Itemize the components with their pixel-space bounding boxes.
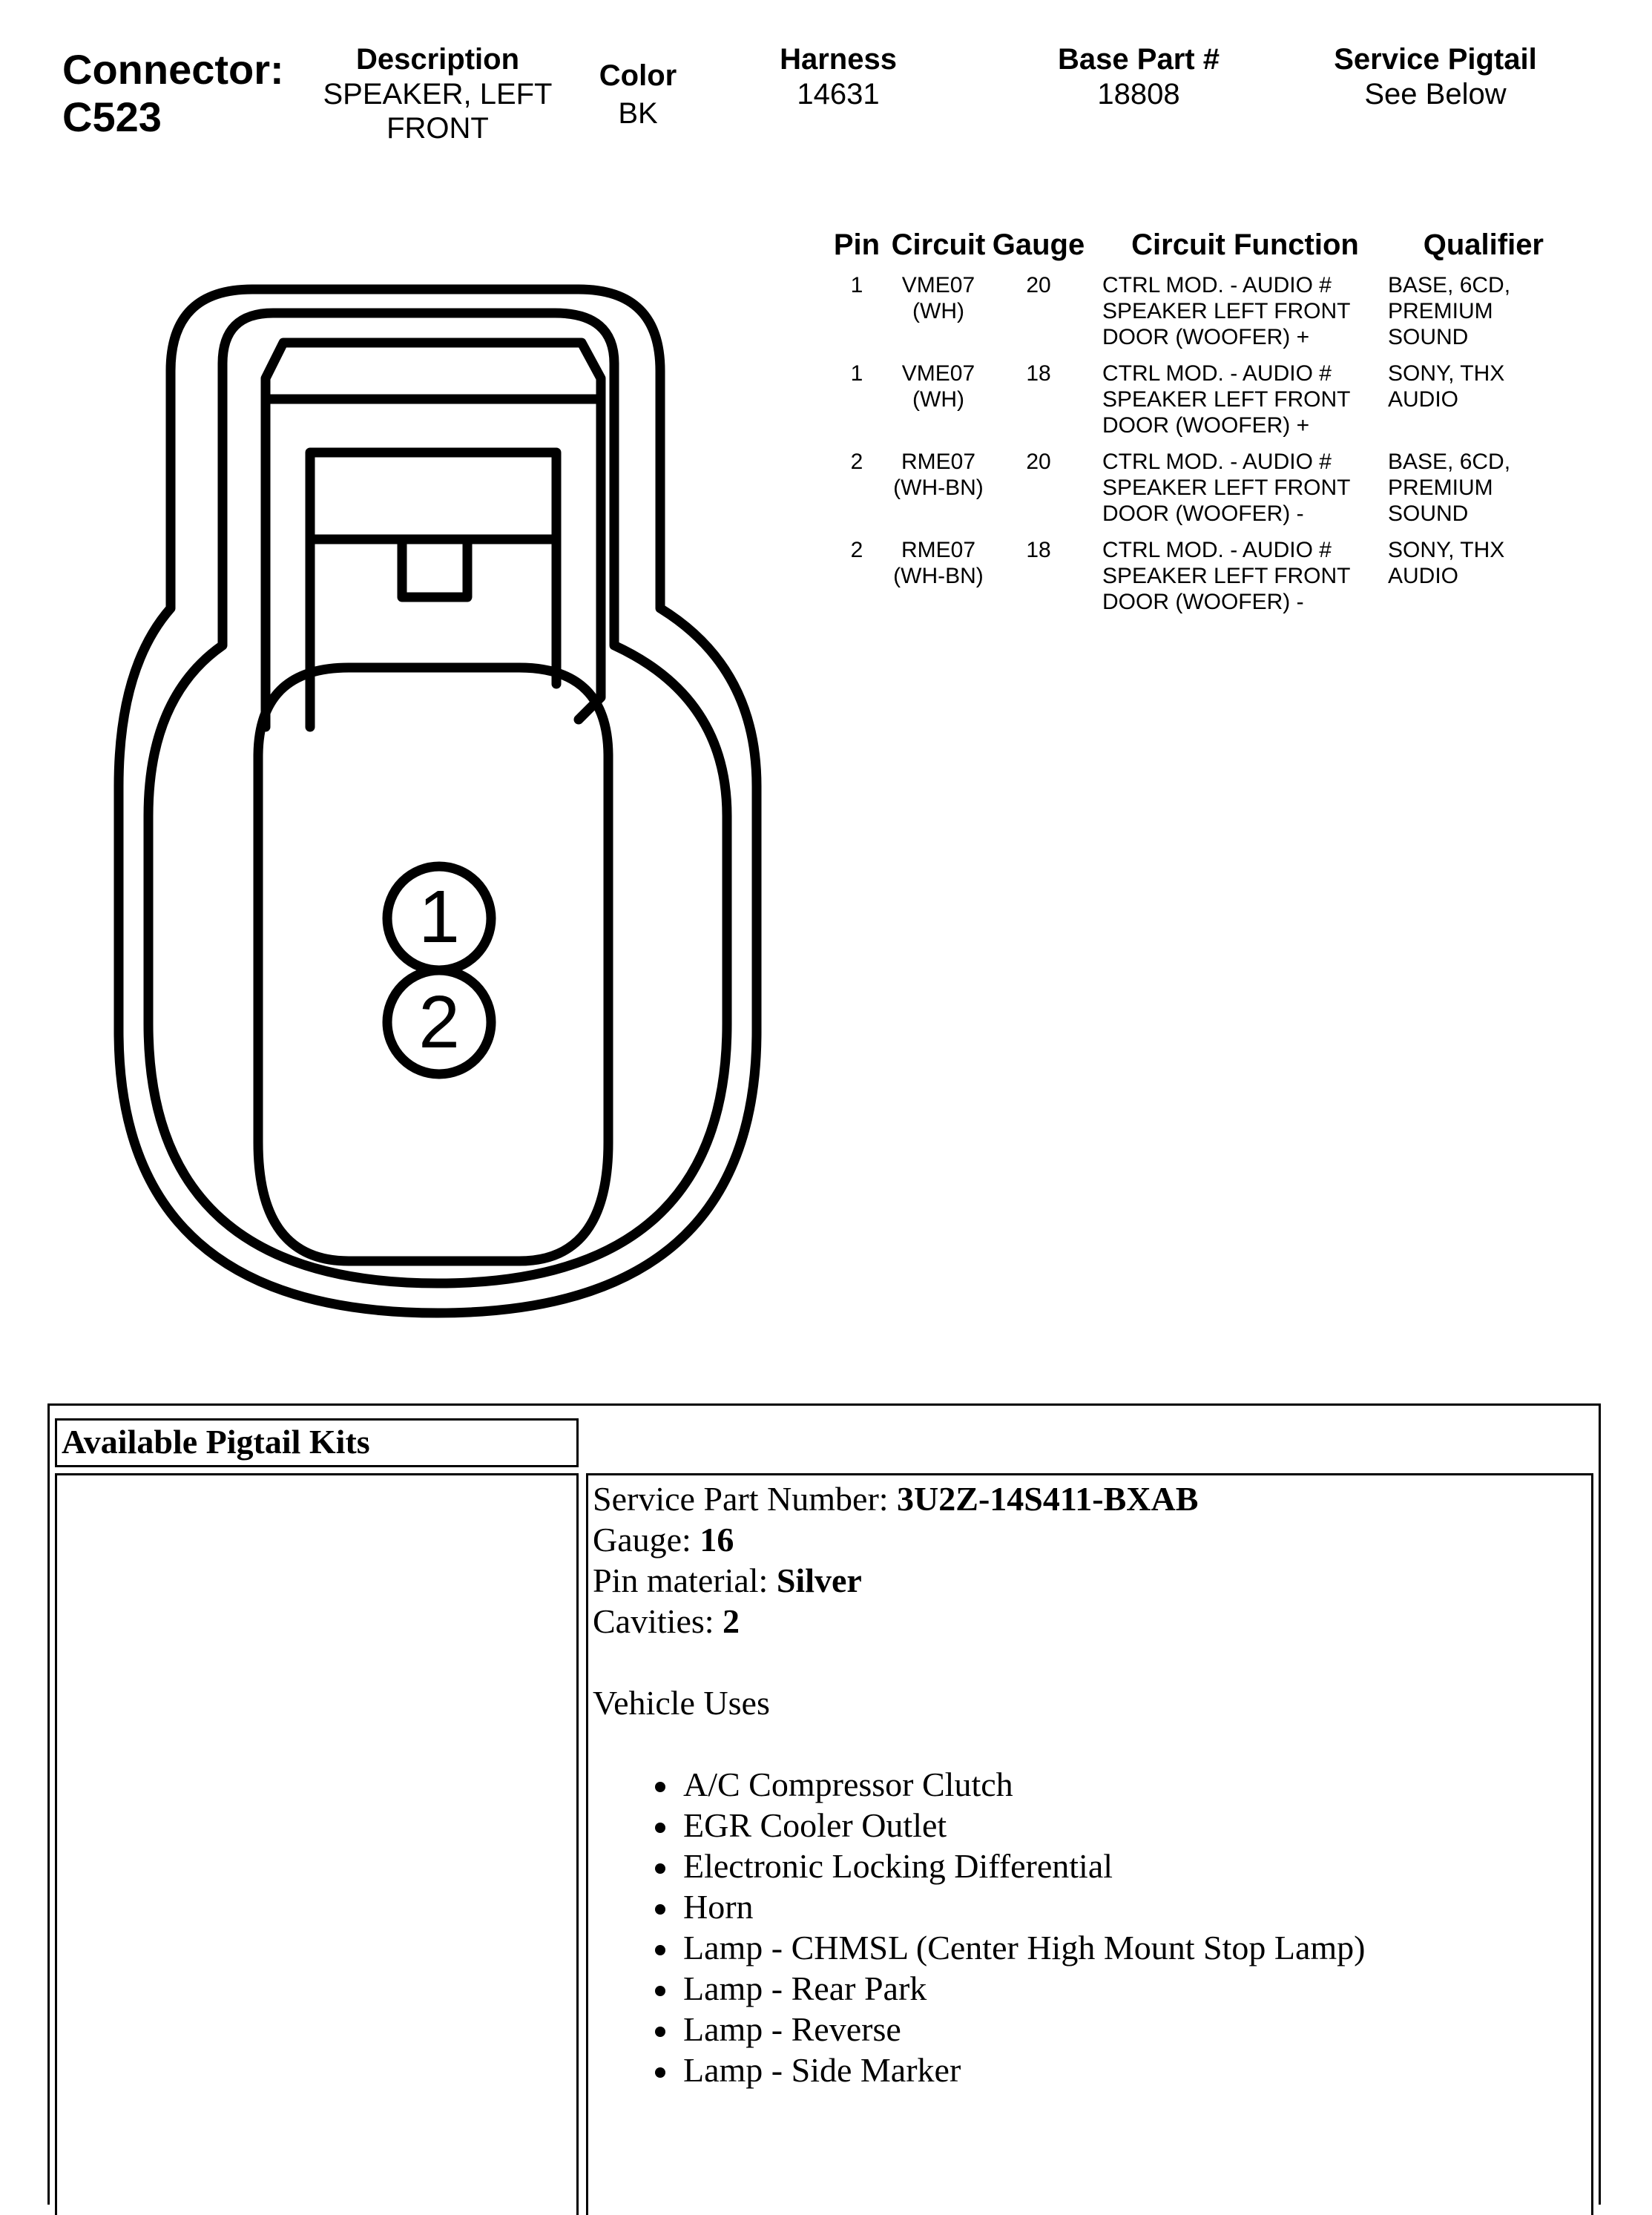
column-header-pin: Pin (833, 228, 881, 261)
circuit-code: RME07 (901, 538, 976, 562)
list-item: Electronic Locking Differential (683, 1846, 1591, 1886)
service-part-label: Service Part Number: (593, 1480, 898, 1518)
gauge-value: 16 (700, 1521, 734, 1559)
description-column (312, 42, 564, 145)
description-value-line-2: FRONT (386, 112, 489, 145)
gauge-cell: 20 (1026, 450, 1051, 474)
table-row (823, 361, 1544, 449)
table-row (823, 272, 1544, 361)
gauge-label: Gauge: (593, 1521, 700, 1559)
base-part-column (1024, 42, 1254, 111)
function-line: DOOR (WOOFER) + (1102, 325, 1310, 349)
function-line: SPEAKER LEFT FRONT (1102, 299, 1351, 323)
cavities-value: 2 (723, 1602, 740, 1640)
column-header-circuit-function: Circuit Function (1131, 228, 1359, 261)
circuit-code: VME07 (901, 361, 975, 386)
cavities-line (593, 1601, 1591, 1642)
qualifier-line: PREMIUM (1388, 475, 1493, 500)
qualifier-line: SONY, THX (1388, 538, 1505, 562)
pigtail-kits-left-cell (55, 1473, 579, 2215)
qualifier-line: BASE, 6CD, (1388, 273, 1511, 297)
column-header-gauge: Gauge (992, 228, 1085, 261)
gauge-line (593, 1519, 1591, 1560)
function-cell (1090, 272, 1388, 361)
qualifier-cell (1388, 361, 1544, 449)
pigtail-kit-details (586, 1473, 1593, 2215)
qualifier-line: AUDIO (1388, 564, 1459, 588)
function-line: SPEAKER LEFT FRONT (1102, 564, 1351, 588)
circuit-color: (WH) (912, 299, 964, 323)
list-item: A/C Compressor Clutch (683, 1764, 1591, 1805)
qualifier-line: PREMIUM (1388, 299, 1493, 323)
circuit-cell (890, 537, 987, 625)
connector-face-diagram (104, 282, 771, 1350)
pin-material-line (593, 1560, 1591, 1601)
latch-tab (310, 452, 556, 727)
connector-id: C523 (62, 93, 162, 140)
function-line: CTRL MOD. - AUDIO # (1102, 273, 1332, 297)
pin-label-2: 2 (418, 981, 460, 1064)
pin-cell: 1 (850, 361, 863, 386)
gauge-cell: 20 (1026, 273, 1051, 297)
description-label: Description (355, 43, 520, 76)
function-cell (1090, 361, 1388, 449)
gauge-cell: 18 (1026, 361, 1051, 386)
list-item: Horn (683, 1886, 1591, 1927)
service-pigtail-column (1313, 42, 1558, 111)
circuit-color: (WH) (912, 387, 964, 412)
service-part-line (593, 1478, 1591, 1519)
pin-material-value: Silver (776, 1561, 862, 1599)
service-pigtail-value: See Below (1364, 78, 1507, 111)
color-value: BK (618, 97, 658, 130)
table-row (823, 449, 1544, 537)
list-item: Lamp - Side Marker (683, 2050, 1591, 2090)
function-cell (1090, 537, 1388, 625)
color-column (579, 58, 697, 131)
function-line: CTRL MOD. - AUDIO # (1102, 361, 1332, 386)
circuit-cell (890, 449, 987, 537)
column-header-circuit: Circuit (891, 228, 986, 261)
qualifier-cell (1388, 537, 1544, 625)
function-line: CTRL MOD. - AUDIO # (1102, 450, 1332, 474)
pin-cell: 1 (850, 273, 863, 297)
connector-title (62, 46, 284, 141)
harness-value: 14631 (797, 78, 880, 111)
base-part-value: 18808 (1097, 78, 1180, 111)
connector-label: Connector: (62, 46, 284, 93)
pin-label-1: 1 (418, 875, 460, 958)
function-cell (1090, 449, 1388, 537)
list-item: Lamp - Reverse (683, 2009, 1591, 2050)
function-line: DOOR (WOOFER) - (1102, 501, 1304, 526)
list-item: Lamp - Rear Park (683, 1968, 1591, 2009)
qualifier-line: BASE, 6CD, (1388, 450, 1511, 474)
function-line: DOOR (WOOFER) - (1102, 590, 1304, 614)
pin-face (258, 668, 608, 1261)
connector-inner-shell (148, 313, 727, 1283)
vehicle-uses-list (593, 1764, 1591, 2090)
circuit-color: (WH-BN) (893, 475, 984, 500)
list-item: EGR Cooler Outlet (683, 1805, 1591, 1846)
service-part-value: 3U2Z-14S411-BXAB (897, 1480, 1199, 1518)
harness-column (742, 42, 935, 111)
pin-table-header (823, 228, 1544, 272)
function-line: SPEAKER LEFT FRONT (1102, 475, 1351, 500)
pin-table (823, 228, 1544, 625)
qualifier-line: AUDIO (1388, 387, 1459, 412)
function-line: CTRL MOD. - AUDIO # (1102, 538, 1332, 562)
circuit-cell (890, 361, 987, 449)
pigtail-kits-title: Available Pigtail Kits (55, 1418, 579, 1467)
base-part-label: Base Part # (1058, 43, 1220, 76)
qualifier-line: SOUND (1388, 501, 1469, 526)
table-row (823, 537, 1544, 625)
service-pigtail-label: Service Pigtail (1334, 43, 1537, 76)
description-value-line-1: SPEAKER, LEFT (323, 78, 553, 111)
vehicle-uses-title: Vehicle Uses (593, 1684, 770, 1722)
harness-label: Harness (780, 43, 897, 76)
qualifier-cell (1388, 272, 1544, 361)
gauge-cell: 18 (1026, 538, 1051, 562)
circuit-code: VME07 (901, 273, 975, 297)
circuit-color: (WH-BN) (893, 564, 984, 588)
circuit-code: RME07 (901, 450, 976, 474)
function-line: SPEAKER LEFT FRONT (1102, 387, 1351, 412)
connector-outer-shell (119, 289, 757, 1313)
pin-cell: 2 (850, 450, 863, 474)
column-header-qualifier: Qualifier (1423, 228, 1544, 261)
qualifier-line: SONY, THX (1388, 361, 1505, 386)
latch-notch (402, 539, 467, 597)
pin-material-label: Pin material: (593, 1561, 777, 1599)
color-label: Color (599, 59, 677, 92)
circuit-cell (890, 272, 987, 361)
list-item: Lamp - CHMSL (Center High Mount Stop Lamp) (683, 1927, 1591, 1968)
pin-cell: 2 (850, 538, 863, 562)
function-line: DOOR (WOOFER) + (1102, 413, 1310, 438)
qualifier-line: SOUND (1388, 325, 1469, 349)
qualifier-cell (1388, 449, 1544, 537)
cavities-label: Cavities: (593, 1602, 723, 1640)
